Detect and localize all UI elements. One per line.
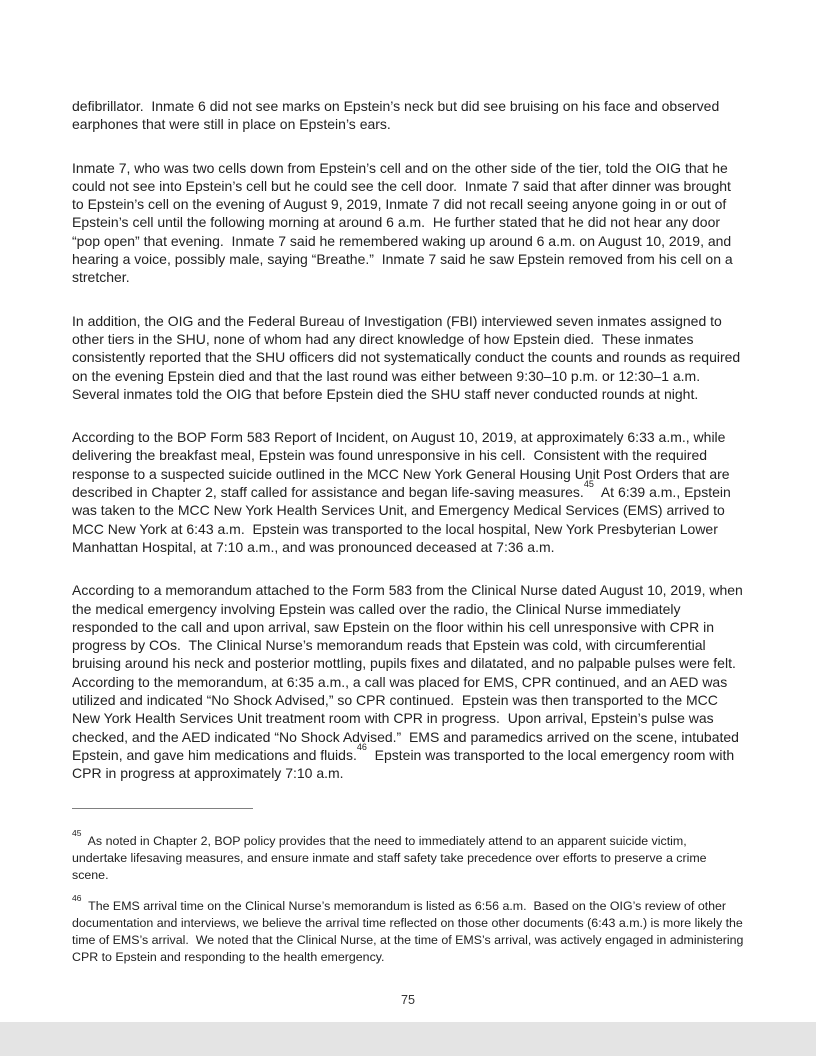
- footnote-reference-45: 45: [583, 479, 594, 490]
- footnote-46-marker: 46: [72, 892, 82, 903]
- footer-bar: [0, 1022, 816, 1056]
- paragraph-5-text: According to a memorandum attached to the Form 583 from the Clinical Nurse dated August 10, 2019, when the medical emergency involving Epstein was called over the radio, the Clinical Nurse immediately responded to the call and upon arrival, saw Epstein on the floor within his cell unresponsive with CPR in progress by COs. The Clinical Nurse’s memorandum reads that Epstein was cold, with circumferential bruising around his neck and posterior mottling, pupils fixes and dilatated, and no palpable pulses were felt. According to the memorandum, at 6:35 a.m., a call was placed for EMS, CPR continued, and an AED was utilized and indicated “No Shock Advised,” so CPR continued. Epstein was then transported to the MCC New York Health Services Unit treatment room with CPR in progress. Upon arrival, Epstein’s pulse was checked, and the AED indicated “No Shock Advised.” EMS and paramedics arrived on the scene, intubated Epstein, and gave him medications and fluids.: [72, 582, 747, 763]
- footnote-reference-46: 46: [356, 742, 367, 753]
- footnote-46: [72, 892, 747, 966]
- footnote-45-text: As noted in Chapter 2, BOP policy provides that the need to immediately attend to an apparent suicide victim, undertake lifesaving measures, and ensure inmate and staff safety take precedence over efforts to preserve a crime scene.: [72, 833, 711, 882]
- footnote-45: [72, 827, 745, 884]
- page-number: 75: [400, 993, 415, 1007]
- paragraph-3: In addition, the OIG and the Federal Bureau of Investigation (FBI) interviewed seven inmates assigned to other tiers in the SHU, none of whom had any direct knowledge of how Epstein died. These inmates consistently reported that the SHU officers did not systematically conduct the counts and rounds as required on the evening Epstein died and that the last round was either between 9:30–10 p.m. or 12:30–1 a.m. Several inmates told the OIG that before Epstein died the SHU staff never conducted rounds at night.: [72, 312, 745, 402]
- paragraph-4-text: According to the BOP Form 583 Report of Incident, on August 10, 2019, at approximately 6:33 a.m., while delivering the breakfast meal, Epstein was found unresponsive in his cell. Consistent with the required response to a suspected suicide outlined in the MCC New York General Housing Unit Post Orders that are described in Chapter 2, staff called for assistance and began life-saving measures.: [72, 429, 734, 501]
- paragraph-5-text-continued: Epstein was transported to the local emergency room with CPR in progress at approximately 7:10 a.m.: [72, 746, 739, 782]
- paragraph-5: [72, 581, 745, 782]
- paragraph-2: Inmate 7, who was two cells down from Epstein’s cell and on the other side of the tier, told the OIG that he could not see into Epstein’s cell but he could see the cell door. Inmate 7 said that after dinner was brought to Epstein’s cell on the evening of August 9, 2019, Inmate 7 did not recall seeing anyone going in or out of Epstein’s cell until the following morning at around 6 a.m. He further stated that he did not hear any door “pop open” that evening. Inmate 7 said he remembered waking up around 6 a.m. on August 10, 2019, and hearing a voice, possibly male, saying “Breathe.” Inmate 7 said he saw Epstein removed from his cell on a stretcher.: [72, 159, 737, 286]
- paragraph-4: [72, 428, 745, 556]
- paragraph-4-text-continued: At 6:39 a.m., Epstein was taken to the MCC New York Health Services Unit, and Emergency Medical Services (EMS) arrived to MCC New York at 6:43 a.m. Epstein was transported to the local hospital, New York Presbyterian Lower Manhattan Hospital, at 7:10 a.m., and was pronounced deceased at 7:36 a.m.: [72, 484, 735, 555]
- footnote-45-marker: 45: [72, 827, 82, 838]
- page-content: [72, 97, 745, 980]
- footnote-separator: [72, 808, 253, 809]
- paragraph-1: defibrillator. Inmate 6 did not see marks on Epstein’s neck but did see bruising on his face and observed earphones that were still in place on Epstein’s ears.: [72, 98, 724, 133]
- footnote-46-text: The EMS arrival time on the Clinical Nurse’s memorandum is listed as 6:56 a.m. Based on the OIG’s review of other documentation and interviews, we believe the arrival time reflected on those other documents (6:43 a.m.) is more likely the time of EMS’s arrival. We noted that the Clinical Nurse, at the time of EMS’s arrival, was actively engaged in administering CPR to Epstein and responding to the health emergency.: [72, 898, 747, 964]
